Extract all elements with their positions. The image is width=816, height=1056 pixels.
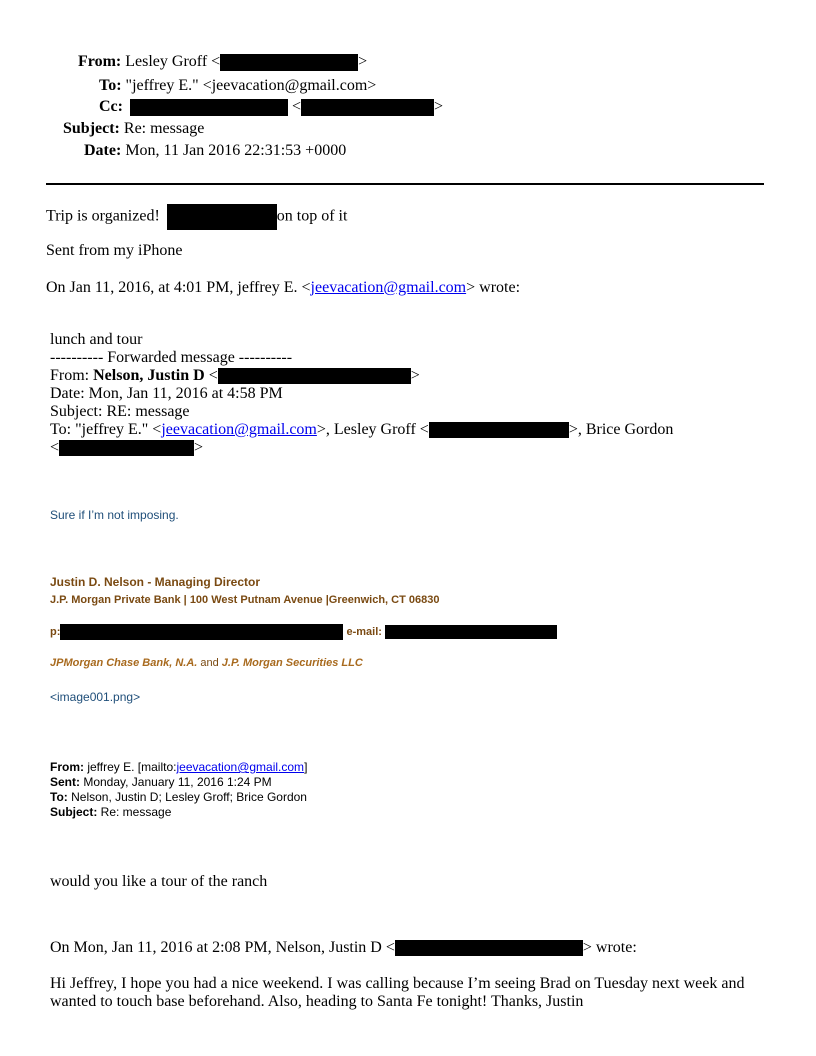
outlook-subject-label: Subject: bbox=[50, 805, 98, 819]
fwd-lunch: lunch and tour bbox=[50, 331, 143, 348]
signature-name: Justin D. Nelson - Managing Director bbox=[50, 575, 261, 589]
redaction-block bbox=[385, 625, 557, 639]
fwd-from bbox=[50, 366, 420, 385]
header-from-label: From: bbox=[78, 53, 122, 70]
trip-text-start: Trip is organized! bbox=[46, 207, 160, 225]
outlook-subject bbox=[50, 805, 171, 820]
header-to-label: To: bbox=[99, 77, 122, 94]
fwd-to-line2-close: > bbox=[194, 439, 204, 456]
outlook-subject-value: Re: message bbox=[97, 805, 172, 819]
tour-line: would you like a tour of the ranch bbox=[50, 873, 268, 890]
fwd-to-mid: >, Lesley Groff < bbox=[316, 421, 429, 438]
fwd-to-line2 bbox=[50, 438, 203, 457]
reply-text: Sure if I’m not imposing. bbox=[50, 508, 179, 522]
entity-and: and bbox=[197, 657, 222, 669]
outlook-sent-label: Sent: bbox=[50, 775, 80, 789]
header-from-close: > bbox=[358, 53, 368, 70]
entity-chase: JPMorgan Chase Bank, N.A. bbox=[50, 657, 198, 669]
phone-label: p: bbox=[50, 625, 61, 638]
header-date-label: Date: bbox=[84, 142, 122, 159]
thread-intro bbox=[50, 938, 637, 957]
redaction-block bbox=[218, 368, 411, 384]
email-link[interactable]: jeevacation@gmail.com bbox=[176, 760, 305, 774]
body-line-trip bbox=[46, 204, 347, 230]
header-subject-row bbox=[63, 119, 204, 139]
quote-intro-start: On Jan 11, 2016, at 4:01 PM, jeffrey E. < bbox=[46, 279, 311, 296]
email-label: e-mail: bbox=[346, 625, 382, 638]
redaction-block bbox=[395, 940, 583, 956]
header-subject-label: Subject: bbox=[63, 120, 120, 137]
header-cc-label: Cc: bbox=[99, 98, 123, 115]
entity-securities: J.P. Morgan Securities LLC bbox=[221, 657, 363, 669]
header-subject-value: Re: message bbox=[123, 120, 205, 137]
outlook-sent-value: Monday, January 11, 2016 1:24 PM bbox=[80, 775, 272, 789]
fwd-from-label: From: bbox=[50, 367, 94, 384]
redaction-block bbox=[130, 99, 288, 116]
quote-intro-end: > wrote: bbox=[466, 279, 521, 296]
header-from-row bbox=[78, 52, 367, 72]
outlook-from bbox=[50, 760, 307, 775]
header-cc-close: > bbox=[434, 98, 444, 115]
signature-address: J.P. Morgan Private Bank | 100 West Putnam Avenue |Greenwich, CT 06830 bbox=[50, 594, 440, 606]
header-cc-open: < bbox=[291, 98, 302, 115]
outlook-to bbox=[50, 790, 307, 805]
header-divider bbox=[46, 183, 764, 185]
redaction-block bbox=[167, 204, 277, 230]
signature-contact bbox=[50, 624, 557, 640]
outlook-sent bbox=[50, 775, 272, 790]
outlook-to-label: To: bbox=[50, 790, 68, 804]
fwd-from-close: > bbox=[410, 367, 420, 384]
outlook-from-value: jeffrey E. [mailto: bbox=[84, 760, 177, 774]
redaction-block bbox=[429, 422, 569, 438]
quote-intro bbox=[46, 278, 520, 297]
outlook-from-end: ] bbox=[304, 760, 308, 774]
thread-msg-line1: Hi Jeffrey, I hope you had a nice weekend. I was calling because I’m seeing Brad on Tuesday next week and bbox=[50, 975, 745, 992]
fwd-to-line2-open: < bbox=[50, 439, 60, 456]
header-date-row bbox=[84, 141, 346, 161]
fwd-to bbox=[50, 420, 673, 439]
outlook-from-label: From: bbox=[50, 760, 84, 774]
trip-text-end: on top of it bbox=[276, 207, 348, 225]
header-date-value: Mon, 11 Jan 2016 22:31:53 +0000 bbox=[125, 142, 347, 159]
header-to-value: "jeffrey E." <jeevacation@gmail.com> bbox=[125, 77, 377, 94]
thread-msg-line2: wanted to touch base beforehand. Also, heading to Santa Fe tonight! Thanks, Justin bbox=[50, 993, 584, 1010]
fwd-to-start: To: "jeffrey E." < bbox=[50, 421, 162, 438]
fwd-subject: Subject: RE: message bbox=[50, 403, 190, 420]
outlook-to-value: Nelson, Justin D; Lesley Groff; Brice Gordon bbox=[67, 790, 307, 804]
thread-intro-end: > wrote: bbox=[582, 939, 637, 956]
redaction-block bbox=[59, 440, 194, 456]
sent-from-line: Sent from my iPhone bbox=[46, 242, 183, 259]
email-link[interactable]: jeevacation@gmail.com bbox=[310, 279, 467, 296]
redaction-block bbox=[301, 99, 434, 116]
header-from-value: Lesley Groff < bbox=[125, 53, 221, 70]
fwd-to-end: >, Brice Gordon bbox=[568, 421, 674, 438]
thread-intro-start: On Mon, Jan 11, 2016 at 2:08 PM, Nelson, Justin D < bbox=[50, 939, 395, 956]
redaction-block bbox=[60, 624, 343, 640]
header-cc-row bbox=[99, 97, 443, 117]
email-link[interactable]: jeevacation@gmail.com bbox=[161, 421, 317, 438]
fwd-marker: ---------- Forwarded message ---------- bbox=[50, 349, 293, 366]
signature-entities bbox=[50, 657, 363, 669]
redaction-block bbox=[220, 54, 358, 71]
fwd-from-name: Nelson, Justin D bbox=[93, 367, 205, 384]
fwd-from-open: < bbox=[204, 367, 218, 384]
fwd-date: Date: Mon, Jan 11, 2016 at 4:58 PM bbox=[50, 385, 283, 402]
image-placeholder: <image001.png> bbox=[50, 690, 141, 704]
header-to-row bbox=[99, 76, 376, 96]
